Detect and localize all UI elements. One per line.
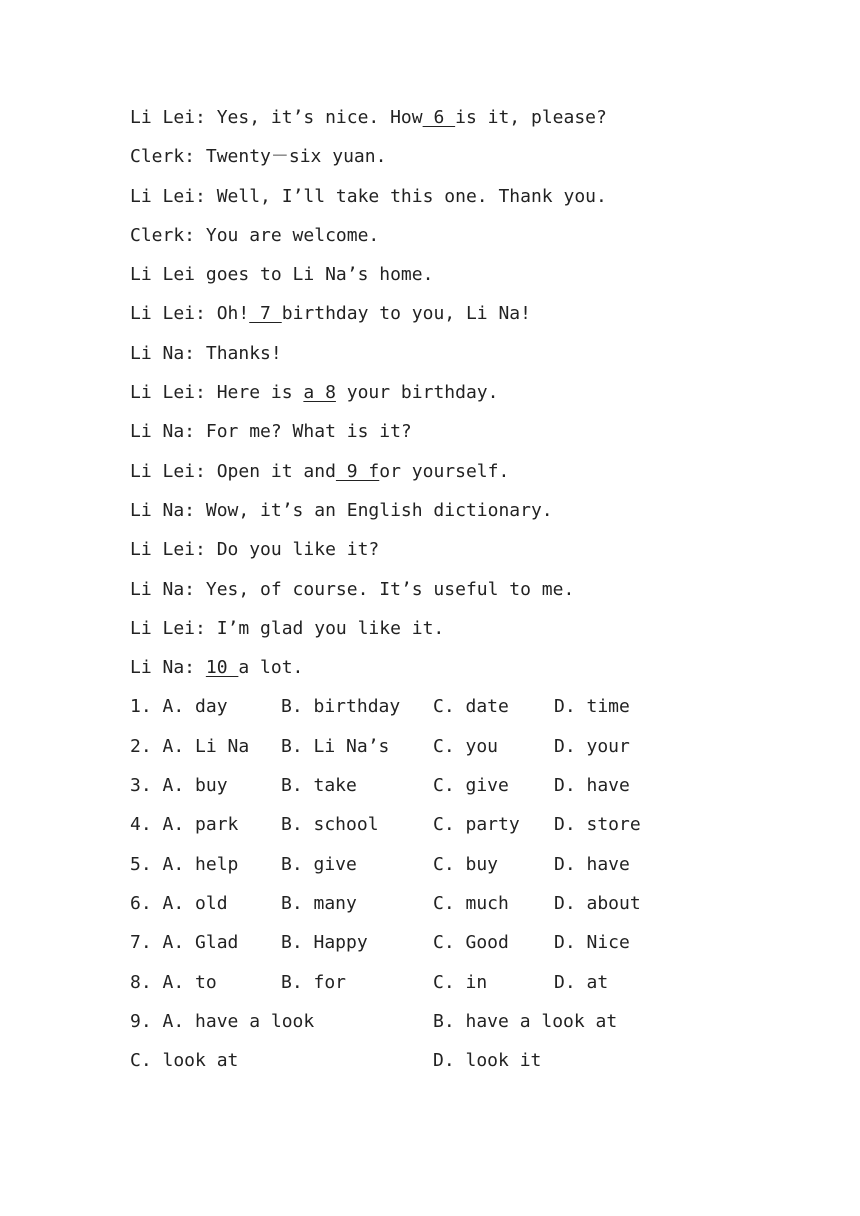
option-a: 9. A. have a look <box>130 1010 315 1032</box>
line-text: Clerk: You are welcome. <box>130 224 380 246</box>
dialogue-line <box>130 611 790 650</box>
blank-6: 6 <box>422 107 456 128</box>
option-b: B. have a look at <box>433 1010 618 1032</box>
question-row <box>130 925 790 964</box>
dialogue-line <box>130 218 790 257</box>
line-text: Li Lei: I’m glad you like it. <box>130 617 445 639</box>
option-d: D. Nice <box>554 932 630 954</box>
dialogue-line <box>130 532 790 571</box>
blank-7: 7 <box>249 303 282 325</box>
option-b: B. Li Na’s <box>281 735 390 757</box>
line-text: Li Lei: Here is <box>130 382 304 404</box>
line-text: a lot. <box>238 657 304 679</box>
option-a: 1. A. day <box>130 696 228 718</box>
line-text: Li Na: Yes, of course. It’s useful to me. <box>130 578 575 600</box>
option-d: D. at <box>554 971 609 993</box>
question-row <box>130 768 790 807</box>
dialogue-line <box>130 375 790 414</box>
line-text: Li Lei goes to Li Na’s home. <box>130 264 434 286</box>
option-d: D. look it <box>433 1050 542 1072</box>
dialogue <box>130 100 790 689</box>
option-d: D. time <box>554 696 630 718</box>
dialogue-line <box>130 650 790 689</box>
option-c: C. give <box>433 775 509 797</box>
line-text: is it, please? <box>455 107 607 128</box>
option-b: B. take <box>281 775 357 797</box>
dialogue-line <box>130 414 790 453</box>
option-a: 7. A. Glad <box>130 932 239 954</box>
line-text: Li Na: Wow, it’s an English dictionary. <box>130 499 553 521</box>
dialogue-line <box>130 296 790 335</box>
worksheet-page <box>130 100 790 1082</box>
option-d: D. store <box>554 814 641 836</box>
line-text: Li Lei: Oh! <box>130 303 250 325</box>
option-a: 4. A. park <box>130 814 239 836</box>
line-text: or yourself. <box>379 460 510 482</box>
blank-10: 10 <box>205 657 239 679</box>
line-text: Li Lei: Open it and <box>130 460 336 482</box>
question-row <box>130 729 790 768</box>
line-text: birthday to you, Li Na! <box>281 303 531 325</box>
blank-8: a 8 <box>303 382 336 404</box>
blank-9: 9 f <box>335 460 380 482</box>
line-text: your birthday. <box>335 382 499 404</box>
option-d: D. your <box>554 735 630 757</box>
question-row <box>130 886 790 925</box>
option-c: C. party <box>433 814 520 836</box>
option-c: C. look at <box>130 1050 239 1072</box>
option-a: 6. A. old <box>130 892 228 914</box>
option-b: B. many <box>281 892 357 914</box>
option-b: B. Happy <box>281 932 368 954</box>
option-c: C. in <box>433 971 488 993</box>
dialogue-line <box>130 493 790 532</box>
option-c: C. buy <box>433 853 499 875</box>
dialogue-line <box>130 336 790 375</box>
question-row <box>130 1043 790 1082</box>
question-row <box>130 1004 790 1043</box>
question-row <box>130 807 790 846</box>
option-d: D. have <box>554 853 630 875</box>
dialogue-line <box>130 572 790 611</box>
dialogue-line <box>130 139 790 178</box>
option-d: D. have <box>554 775 630 797</box>
line-text: Clerk: Twenty－six yuan. <box>130 146 387 168</box>
option-a: 2. A. Li Na <box>130 735 250 757</box>
line-text: Li Na: For me? What is it? <box>130 421 412 443</box>
dialogue-line <box>130 100 790 139</box>
option-c: C. much <box>433 892 509 914</box>
option-a: 8. A. to <box>130 971 217 993</box>
option-b: B. give <box>281 853 357 875</box>
option-a: 5. A. help <box>130 853 239 875</box>
question-row <box>130 847 790 886</box>
line-text: Li Na: Thanks! <box>130 342 282 364</box>
dialogue-line <box>130 454 790 493</box>
line-text: Li Lei: Well, I’ll take this one. Thank you. <box>130 185 607 207</box>
answer-options <box>130 689 790 1082</box>
option-b: B. for <box>281 971 347 993</box>
question-row <box>130 965 790 1004</box>
option-d: D. about <box>554 892 641 914</box>
dialogue-line <box>130 257 790 296</box>
option-c: C. you <box>433 735 499 757</box>
question-row <box>130 689 790 728</box>
line-text: Li Lei: Yes, it’s nice. How <box>130 107 423 128</box>
option-c: C. date <box>433 696 509 718</box>
option-b: B. birthday <box>281 696 401 718</box>
line-text: Li Lei: Do you like it? <box>130 539 380 561</box>
option-a: 3. A. buy <box>130 775 228 797</box>
option-b: B. school <box>281 814 379 836</box>
line-text: Li Na: <box>130 657 206 679</box>
option-c: C. Good <box>433 932 509 954</box>
dialogue-line <box>130 179 790 218</box>
